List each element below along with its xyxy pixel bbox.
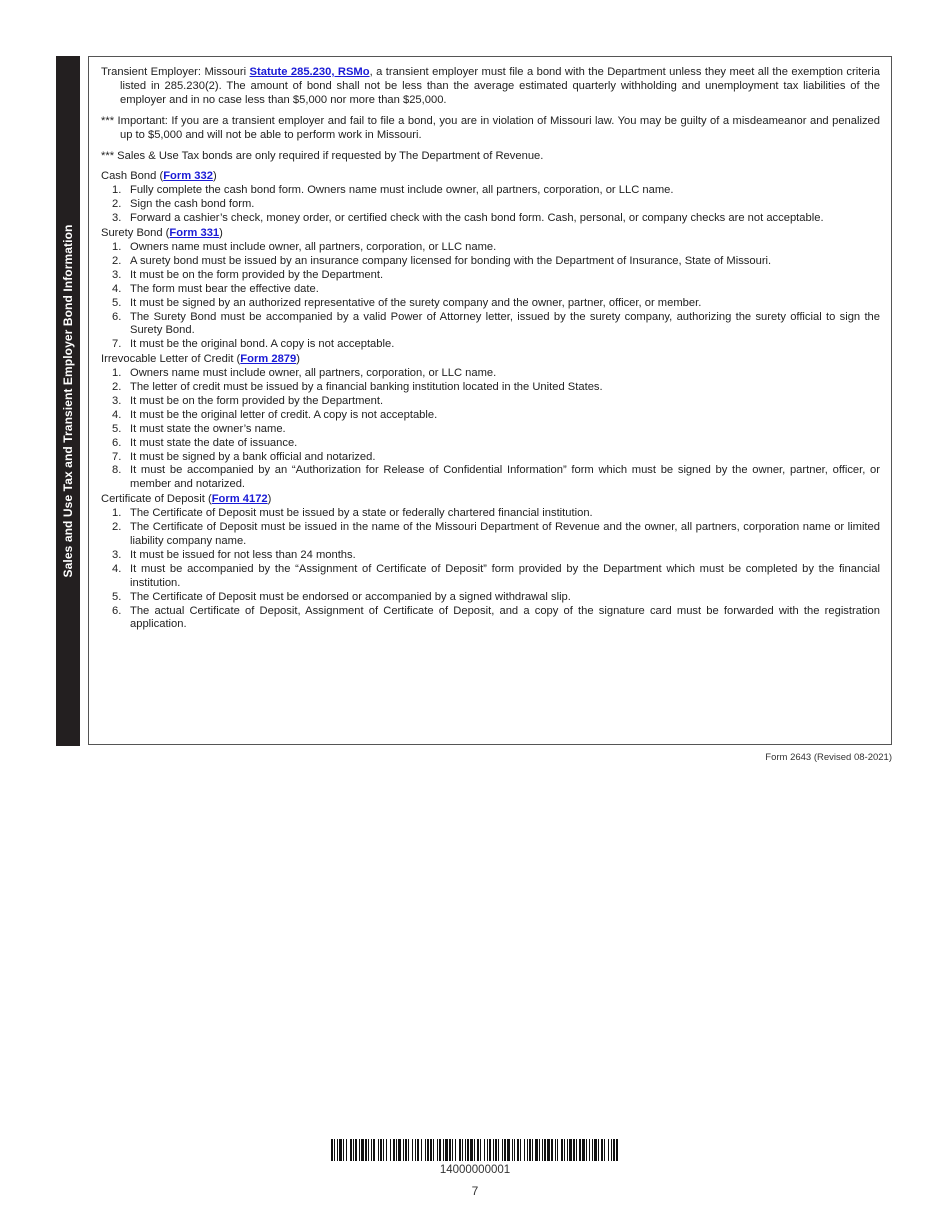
barcode-bar xyxy=(346,1139,347,1161)
list-item: 2. The letter of credit must be issued by a financial banking institution located in the United States. xyxy=(112,381,603,394)
list-item: 2. A surety bond must be issued by an insurance company licensed for bonding with the Department of Insurance, State of Missouri. xyxy=(112,254,772,267)
barcode-bar xyxy=(539,1139,540,1161)
barcode-bar xyxy=(576,1139,577,1161)
cash-bond-list xyxy=(101,184,880,226)
list-item: 2. The Certificate of Deposit must be issued in the name of the Missouri Department of Revenue and the owner, all partners, corporation name or limited liability company name. xyxy=(112,521,880,547)
sidebar-banner xyxy=(56,56,80,746)
page-number: 7 xyxy=(471,1184,479,1198)
barcode-bar xyxy=(493,1139,494,1161)
barcode-bar xyxy=(361,1139,364,1161)
barcode-bar xyxy=(480,1139,481,1161)
form-2879-link[interactable]: Form 2879 xyxy=(240,353,297,366)
list-item: 4. It must be the original letter of credit. A copy is not acceptable. xyxy=(112,408,438,421)
barcode-bar xyxy=(334,1139,335,1161)
list-item: 6. The actual Certificate of Deposit, Assignment of Certificate of Deposit, and a copy of the signature card must be forwarded with the registration application. xyxy=(112,604,880,631)
barcode-bar xyxy=(579,1139,581,1161)
barcode-bar xyxy=(405,1139,407,1161)
barcode-bar xyxy=(484,1139,485,1161)
barcode-bar xyxy=(343,1139,344,1161)
list-item: 2. Sign the cash bond form. xyxy=(112,198,255,211)
barcode-bar xyxy=(555,1139,556,1161)
important-notice: *** Important: If you are a transient employer and fail to file a bond, you are in violation of Missouri law. You may be guilty of a misdeameanor and penalized up to $5,000 and will not be able to perform work in Missouri. xyxy=(101,114,880,141)
letter-of-credit-heading: Irrevocable Letter of Credit (Form 2879) xyxy=(101,353,300,366)
barcode-bar xyxy=(564,1139,565,1161)
barcode-number: 14000000001 xyxy=(439,1164,511,1176)
barcode-bar xyxy=(421,1139,422,1161)
barcode-bar xyxy=(470,1139,473,1161)
list-item: 3. Forward a cashier’s check, money order, or certified check with the cash bond form. Cash, personal, or company checks are not acceptable. xyxy=(112,212,824,225)
barcode-bar xyxy=(495,1139,497,1161)
barcode-bar xyxy=(582,1139,585,1161)
barcode-bar xyxy=(355,1139,357,1161)
barcode-bar xyxy=(589,1139,590,1161)
list-item: 3. It must be on the form provided by the Department. xyxy=(112,268,384,281)
certificate-of-deposit-list xyxy=(101,507,880,632)
barcode-bar xyxy=(339,1139,342,1161)
barcode-bar xyxy=(520,1139,521,1161)
barcode-bar xyxy=(378,1139,379,1161)
list-item: 3. It must be on the form provided by the Department. xyxy=(112,394,384,407)
transient-employer-paragraph: Transient Employer: Missouri Statute 285.230, RSMo, a transient employer must file a bond with the Department unless they meet all the exemption criteria listed in 285.230(2). The amount of bond shall not be less than the average estimated quarterly withholding and unemployment tax liabilities of the employer and in no case less than $5,000 nor more than $25,000. xyxy=(101,66,880,106)
barcode-bar xyxy=(386,1139,387,1161)
barcode-bar xyxy=(608,1139,609,1161)
list-item: 6. The Surety Bond must be accompanied by a valid Power of Attorney letter, issued by the surety company, authorizing the surety official to sign the Surety Bond. xyxy=(112,310,880,337)
barcode-bar xyxy=(514,1139,515,1161)
list-item: 5. It must be signed by an authorized representative of the surety company and the owner, partner, officer, or member. xyxy=(112,296,702,309)
barcode-bar xyxy=(573,1139,575,1161)
barcode-bar xyxy=(359,1139,360,1161)
list-item: 5. The Certificate of Deposit must be endorsed or accompanied by a signed withdrawal slip. xyxy=(112,590,571,603)
barcode-bar xyxy=(430,1139,432,1161)
barcode-bar xyxy=(467,1139,469,1161)
certificate-of-deposit-heading: Certificate of Deposit (Form 4172) xyxy=(101,493,272,506)
barcode-bar xyxy=(417,1139,419,1161)
barcode-bar xyxy=(502,1139,503,1161)
barcode-bar xyxy=(524,1139,525,1161)
barcode-bar xyxy=(532,1139,533,1161)
barcode-bar xyxy=(557,1139,558,1161)
form-331-link[interactable]: Form 331 xyxy=(169,227,220,240)
barcode-bar xyxy=(567,1139,568,1161)
barcode-bar xyxy=(425,1139,426,1161)
surety-bond-list xyxy=(101,241,880,352)
cash-bond-heading: Cash Bond (Form 332) xyxy=(101,170,217,183)
barcode-bar xyxy=(594,1139,597,1161)
barcode-bar xyxy=(350,1139,352,1161)
list-item: 1. Owners name must include owner, all partners, corporation, or LLC name. xyxy=(112,240,497,253)
barcode-bar xyxy=(474,1139,475,1161)
barcode-bar xyxy=(383,1139,384,1161)
barcode-bar xyxy=(616,1139,618,1161)
list-item: 1. The Certificate of Deposit must be issued by a state or federally chartered financial institution. xyxy=(112,507,593,520)
barcode-bar xyxy=(427,1139,429,1161)
barcode-bar xyxy=(613,1139,615,1161)
bond-information-box xyxy=(88,56,892,745)
barcode-bar xyxy=(542,1139,543,1161)
barcode-bar xyxy=(487,1139,488,1161)
barcode-bar xyxy=(561,1139,563,1161)
barcode-bar xyxy=(512,1139,513,1161)
barcode-bar xyxy=(380,1139,382,1161)
barcode-bar xyxy=(527,1139,528,1161)
barcode-bar xyxy=(449,1139,451,1161)
barcode-bar xyxy=(337,1139,338,1161)
list-item: 7. It must be the original bond. A copy is not acceptable. xyxy=(112,338,395,351)
form-332-link[interactable]: Form 332 xyxy=(163,170,213,183)
barcode-bar xyxy=(433,1139,434,1161)
list-item: 1. Owners name must include owner, all partners, corporation, or LLC name. xyxy=(112,367,497,380)
list-item: 3. It must be issued for not less than 24 months. xyxy=(112,548,356,561)
barcode-bar xyxy=(598,1139,599,1161)
list-item: 7. It must be signed by a bank official and notarized. xyxy=(112,450,376,463)
list-item: 4. The form must bear the effective date. xyxy=(112,282,319,295)
barcode-bar xyxy=(586,1139,587,1161)
list-item: 8. It must be accompanied by an “Authorization for Release of Confidential Information” form which must be signed by the owner, partner, officer, or member and notarized. xyxy=(112,464,880,491)
barcode-bar xyxy=(604,1139,605,1161)
barcode-bar xyxy=(415,1139,416,1161)
statute-link[interactable]: Statute 285.230, RSMo xyxy=(249,66,370,78)
barcode-bar xyxy=(517,1139,519,1161)
barcode-bar xyxy=(547,1139,550,1161)
barcode-bar xyxy=(331,1139,333,1161)
barcode-bar xyxy=(408,1139,409,1161)
barcode-bar xyxy=(439,1139,441,1161)
barcode-bar xyxy=(504,1139,506,1161)
sidebar-title: Sales and Use Tax and Transient Employer Bond Information xyxy=(61,224,75,578)
barcode-bar xyxy=(373,1139,375,1161)
barcode-bar xyxy=(489,1139,491,1161)
barcode-bar xyxy=(371,1139,372,1161)
list-item: 6. It must state the date of issuance. xyxy=(112,436,298,449)
barcode-bar xyxy=(551,1139,553,1161)
barcode-bar xyxy=(465,1139,466,1161)
surety-bond-heading: Surety Bond (Form 331) xyxy=(101,227,223,240)
barcode-bar xyxy=(403,1139,404,1161)
barcode-bar xyxy=(452,1139,453,1161)
barcode-bar xyxy=(393,1139,395,1161)
barcode-bar xyxy=(443,1139,444,1161)
barcode-bar xyxy=(459,1139,461,1161)
barcode-bar xyxy=(437,1139,438,1161)
letter-of-credit-list xyxy=(101,367,880,492)
barcode-bar xyxy=(601,1139,603,1161)
list-item: 5. It must state the owner’s name. xyxy=(112,422,286,435)
list-item: 4. It must be accompanied by the “Assignment of Certificate of Deposit” form provided by the Department which must be completed by the financial institution. xyxy=(112,562,880,589)
barcode-bar xyxy=(535,1139,538,1161)
list-item: 1. Fully complete the cash bond form. Owners name must include owner, all partners, corporation, or LLC name. xyxy=(112,184,674,197)
barcode-bar xyxy=(462,1139,463,1161)
form-4172-link[interactable]: Form 4172 xyxy=(211,493,268,506)
barcode-bar xyxy=(544,1139,546,1161)
form-revision-label: Form 2643 (Revised 08-2021) xyxy=(765,752,892,763)
barcode-bar xyxy=(569,1139,572,1161)
barcode-bar xyxy=(529,1139,531,1161)
barcode-bar xyxy=(455,1139,456,1161)
barcode-bar xyxy=(353,1139,354,1161)
barcode-bar xyxy=(611,1139,612,1161)
barcode-bar xyxy=(368,1139,369,1161)
barcode-bar xyxy=(365,1139,367,1161)
barcode-bar xyxy=(398,1139,401,1161)
sales-use-note: *** Sales & Use Tax bonds are only required if requested by The Department of Revenue. xyxy=(101,149,544,162)
barcode xyxy=(331,1139,618,1161)
barcode-bar xyxy=(498,1139,499,1161)
barcode-bar xyxy=(445,1139,448,1161)
barcode-bar xyxy=(412,1139,413,1161)
barcode-bar xyxy=(390,1139,391,1161)
barcode-bar xyxy=(592,1139,593,1161)
barcode-bar xyxy=(477,1139,479,1161)
barcode-bar xyxy=(507,1139,510,1161)
barcode-bar xyxy=(396,1139,397,1161)
